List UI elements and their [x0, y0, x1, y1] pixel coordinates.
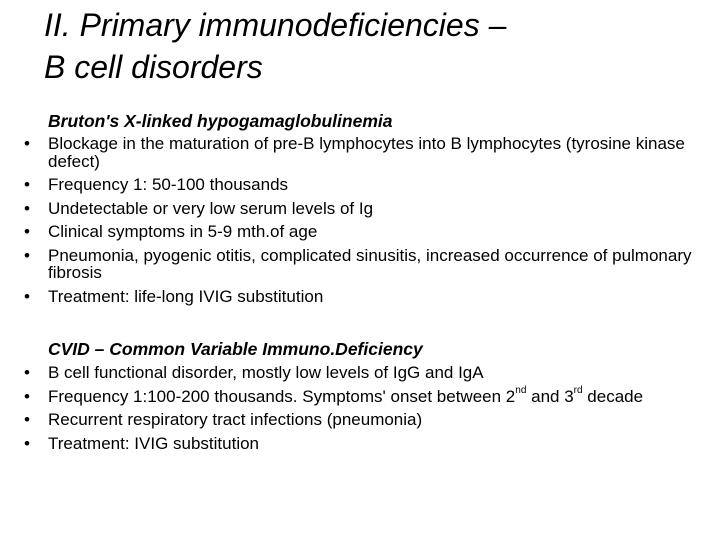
list-item [0, 435, 720, 453]
bullet-text: Recurrent respiratory tract infections (pneumonia) [48, 410, 423, 429]
list-item [0, 247, 720, 282]
bullet-list-bruton [0, 135, 720, 311]
ordinal-superscript: nd [515, 384, 527, 396]
ordinal-superscript: rd [573, 384, 583, 396]
bullet-icon: • [24, 222, 30, 241]
bullet-text: Treatment: life-long IVIG substitution [48, 286, 324, 306]
list-item [0, 364, 720, 382]
slide-title-line-2: B cell disorders [44, 49, 263, 85]
bullet-text: Clinical symptoms in 5-9 mth.of age [48, 222, 318, 241]
bullet-text: Treatment: IVIG substitution [48, 433, 260, 453]
bullet-text-part: Frequency 1:100-200 thousands. Symptoms' onset between 2 [48, 386, 516, 406]
bullet-text: Blockage in the maturation of pre-B lymphocytes into B lymphocytes (tyrosine kinase defect) [48, 134, 685, 171]
list-item [0, 200, 720, 218]
list-item [0, 223, 720, 241]
bullet-text: Undetectable or very low serum levels of Ig [48, 198, 374, 218]
bullet-icon: • [24, 386, 30, 406]
list-item [0, 411, 720, 429]
section-heading-bruton: Bruton's X-linked hypogamaglobulinemia [48, 111, 393, 131]
bullet-icon: • [24, 198, 30, 218]
bullet-icon: • [24, 410, 30, 429]
bullet-text: B cell functional disorder, mostly low levels of IgG and IgA [48, 363, 484, 382]
list-item [0, 288, 720, 306]
slide-title [44, 4, 704, 88]
list-item [0, 135, 720, 170]
bullet-icon: • [24, 363, 30, 382]
bullet-icon: • [24, 245, 30, 265]
bullet-icon: • [24, 175, 30, 194]
bullet-text [48, 384, 644, 406]
bullet-text-part: decade [582, 386, 644, 406]
bullet-text: Frequency 1: 50-100 thousands [48, 175, 289, 194]
list-item [0, 384, 720, 406]
bullet-icon: • [24, 433, 30, 453]
list-item [0, 176, 720, 194]
bullet-icon: • [24, 286, 30, 306]
slide-title-line-1: II. Primary immunodeficiencies – [44, 7, 507, 43]
bullet-text: Pneumonia, pyogenic otitis, complicated sinusitis, increased occurrence of pulmonary fibrosis [48, 245, 692, 282]
section-heading-cvid: CVID – Common Variable Immuno.Deficiency [48, 339, 423, 359]
bullet-text-part: and 3 [526, 386, 574, 406]
bullet-icon: • [24, 134, 30, 153]
bullet-list-cvid [0, 364, 720, 458]
